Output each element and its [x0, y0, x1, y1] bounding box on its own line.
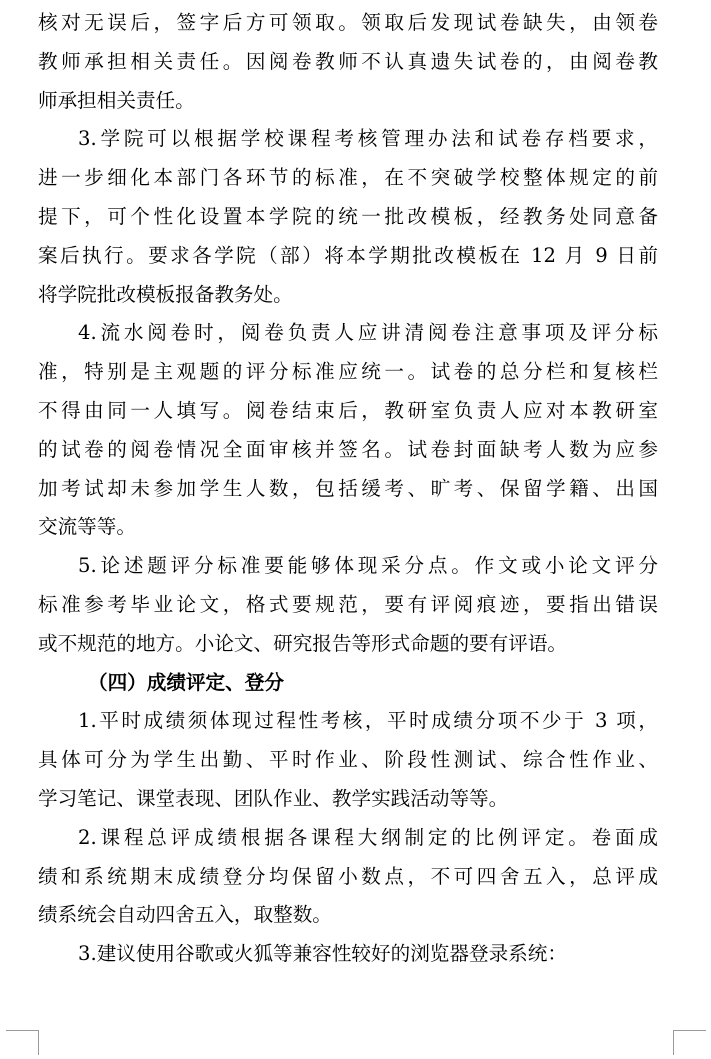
document-body — [38, 4, 658, 974]
text-line: 不得由同一人填写。阅卷结束后，教研室负责人应对本教研室 — [38, 398, 658, 422]
paragraph-item-5 — [38, 547, 658, 663]
text-line: 5.论述题评分标准要能够体现采分点。作文或小论文评分 — [78, 554, 658, 578]
text-line: 2.课程总评成绩根据各课程大纲制定的比例评定。卷面成 — [78, 825, 658, 849]
paragraph-item-3 — [38, 120, 658, 314]
text-line: 加考试却未参加学生人数，包括缓考、旷考、保留学籍、出国 — [38, 476, 658, 500]
page-corner-mark-right — [673, 1030, 706, 1055]
text-line: 绩和系统期末成绩登分均保留小数点，不可四舍五入，总评成 — [38, 864, 658, 888]
paragraph-item-3b — [38, 935, 658, 974]
text-line: 将学院批改模板报备教务处。 — [38, 282, 293, 306]
text-line: 核对无误后，签字后方可领取。领取后发现试卷缺失，由领卷 — [38, 11, 658, 34]
text-line: 或不规范的地方。小论文、研究报告等形式命题的要有评语。 — [38, 631, 568, 655]
text-line: 提下，可个性化设置本学院的统一批改模板，经教务处同意备 — [38, 204, 658, 228]
text-line: 学习笔记、课堂表现、团队作业、教学实践活动等等。 — [38, 786, 509, 810]
paragraph-item-1 — [38, 702, 658, 818]
section-heading: （四）成绩评定、登分 — [88, 670, 284, 694]
text-line: 绩系统会自动四舍五入，取整数。 — [38, 903, 332, 927]
text-line: 4.流水阅卷时，阅卷负责人应讲清阅卷注意事项及评分标 — [78, 321, 658, 345]
text-line: 准，特别是主观题的评分标准应统一。试卷的总分栏和复核栏 — [38, 360, 658, 384]
page-corner-mark-left — [6, 1030, 39, 1055]
text-line: 进一步细化本部门各环节的标准，在不突破学校整体规定的前 — [38, 166, 658, 190]
text-line: 教师承担相关责任。因阅卷教师不认真遗失试卷的，由阅卷教 — [38, 49, 658, 73]
paragraph-continuation — [38, 4, 658, 120]
text-line: 3.建议使用谷歌或火狐等兼容性较好的浏览器登录系统： — [78, 942, 567, 966]
paragraph-item-4 — [38, 314, 658, 547]
text-line: 师承担相关责任。 — [38, 88, 195, 112]
text-line: 3.学院可以根据学校课程考核管理办法和试卷存档要求， — [78, 127, 658, 151]
paragraph-item-2 — [38, 819, 658, 935]
text-line: 案后执行。要求各学院（部）将本学期批改模板在 12 月 9 日前 — [38, 243, 658, 267]
text-line: 交流等等。 — [38, 515, 136, 539]
text-line: 具体可分为学生出勤、平时作业、阶段性测试、综合性作业、 — [38, 748, 658, 772]
text-line: 的试卷的阅卷情况全面审核并签名。试卷封面缺考人数为应参 — [38, 437, 658, 461]
text-line: 标准参考毕业论文，格式要规范，要有评阅痕迹，要指出错误 — [38, 592, 658, 616]
text-line: 1.平时成绩须体现过程性考核，平时成绩分项不少于 3 项， — [78, 709, 658, 733]
